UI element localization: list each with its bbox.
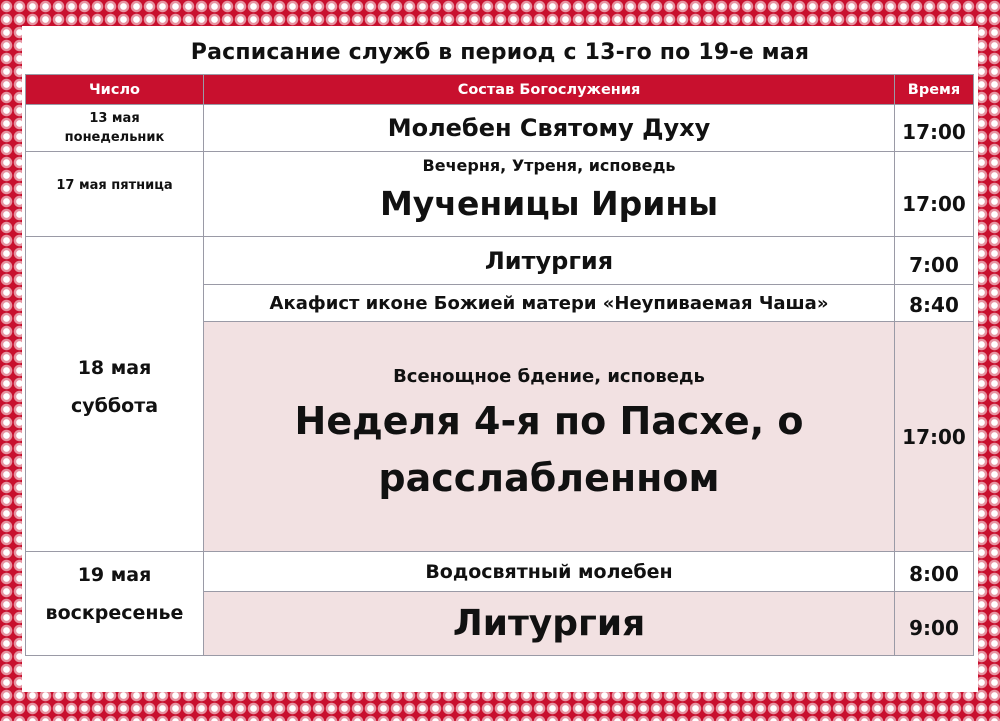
date-day: 19 мая bbox=[77, 564, 152, 586]
date-cell: 17 мая пятница bbox=[26, 152, 204, 237]
table-row bbox=[26, 552, 974, 592]
time-cell: 17:00 bbox=[895, 152, 974, 237]
schedule-sheet bbox=[22, 26, 978, 692]
service-cell bbox=[204, 237, 895, 285]
time-cell: 9:00 bbox=[895, 592, 974, 656]
header-date: Число bbox=[26, 75, 204, 105]
service-name: Литургия bbox=[452, 602, 646, 644]
date-cell bbox=[26, 105, 204, 152]
date-weekday: суббота bbox=[70, 395, 159, 417]
service-name: Водосвятный молебен bbox=[425, 560, 673, 583]
service-cell bbox=[204, 105, 895, 152]
header-row bbox=[26, 75, 974, 105]
date-day: 13 мая bbox=[89, 111, 140, 126]
service-cell bbox=[204, 552, 895, 592]
time-cell: 8:00 bbox=[895, 552, 974, 592]
time-cell: 7:00 bbox=[895, 237, 974, 285]
page-title: Расписание служб в период с 13-го по 19-е мая bbox=[190, 40, 810, 65]
date-weekday: понедельник bbox=[64, 130, 165, 145]
service-note: Вечерня, Утреня, исповедь bbox=[422, 156, 676, 175]
table-row bbox=[26, 105, 974, 152]
service-cell bbox=[204, 322, 895, 552]
table-row bbox=[26, 237, 974, 285]
service-name: Неделя 4-я по Пасхе, о расслабленном bbox=[294, 398, 804, 500]
service-note: Всенощное бдение, исповедь bbox=[393, 365, 705, 387]
schedule-table bbox=[25, 74, 974, 656]
service-name: Акафист иконе Божией матери «Неупиваемая Чаша» bbox=[269, 292, 829, 314]
time-cell: 17:00 bbox=[895, 105, 974, 152]
service-cell bbox=[204, 285, 895, 322]
service-name: Мученицы Ирины bbox=[379, 184, 719, 223]
date-cell bbox=[26, 237, 204, 552]
date-weekday: воскресенье bbox=[45, 602, 184, 624]
service-name: Литургия bbox=[484, 246, 614, 275]
service-cell bbox=[204, 592, 895, 656]
date-day: 18 мая bbox=[77, 357, 152, 379]
header-time: Время bbox=[895, 75, 974, 105]
time-cell: 17:00 bbox=[895, 322, 974, 552]
date-cell bbox=[26, 552, 204, 656]
service-name: Молебен Святому Духу bbox=[387, 114, 711, 142]
table-row bbox=[26, 152, 974, 237]
header-services: Состав Богослужения bbox=[204, 75, 895, 105]
service-cell bbox=[204, 152, 895, 237]
time-cell: 8:40 bbox=[895, 285, 974, 322]
